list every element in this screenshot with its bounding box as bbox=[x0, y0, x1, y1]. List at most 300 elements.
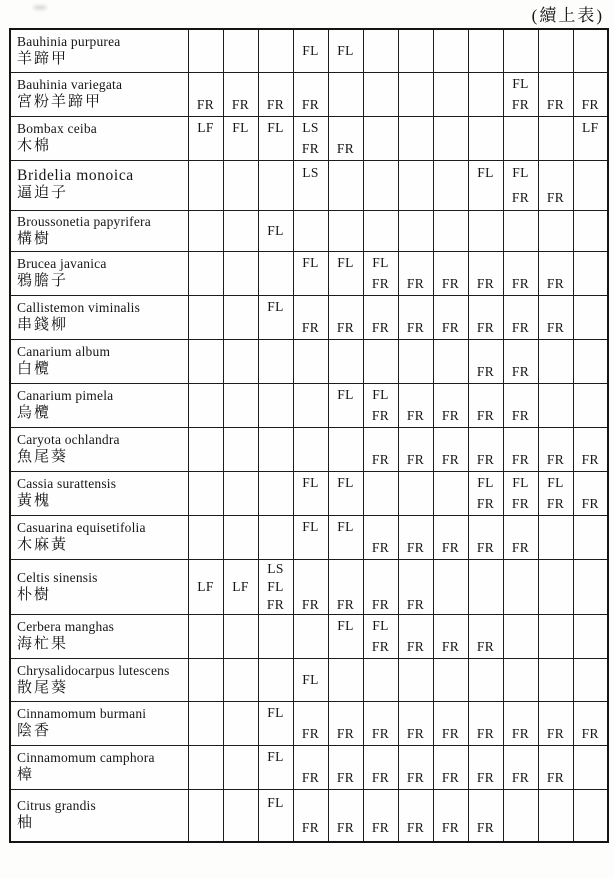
phenology-code: FL bbox=[477, 165, 494, 180]
species-chinese-name: 羊蹄甲 bbox=[17, 50, 69, 67]
month-cell-5 bbox=[328, 559, 363, 614]
phenology-code: FR bbox=[581, 97, 599, 112]
month-cell-12 bbox=[573, 210, 608, 251]
phenology-table bbox=[9, 28, 609, 843]
phenology-code: FR bbox=[336, 141, 355, 156]
phenology-code-empty bbox=[539, 790, 573, 842]
phenology-code: FR bbox=[301, 770, 320, 785]
phenology-code: FR bbox=[441, 408, 460, 423]
month-cell-7 bbox=[398, 72, 433, 116]
month-cell-10 bbox=[503, 383, 538, 427]
phenology-code-empty bbox=[399, 384, 433, 406]
phenology-code-empty bbox=[399, 702, 433, 724]
month-cell-7 bbox=[398, 251, 433, 295]
phenology-code-empty bbox=[189, 73, 223, 95]
phenology-code-empty bbox=[224, 428, 258, 471]
species-latin-name: Chrysalidocarpus lutescens bbox=[17, 662, 170, 678]
species-chinese-name: 朴樹 bbox=[17, 586, 52, 603]
phenology-table-body bbox=[10, 29, 608, 842]
phenology-code-empty bbox=[259, 615, 293, 658]
month-cell-6 bbox=[363, 614, 398, 658]
month-cell-8 bbox=[433, 29, 468, 72]
phenology-code-empty bbox=[329, 537, 363, 559]
phenology-code: FR bbox=[476, 364, 495, 379]
month-cell-4 bbox=[293, 658, 328, 701]
species-chinese-name: 木麻黃 bbox=[17, 537, 69, 553]
month-cell-12 bbox=[573, 383, 608, 427]
phenology-code-empty bbox=[469, 659, 503, 701]
table-row bbox=[10, 745, 608, 789]
phenology-code: FL bbox=[477, 474, 494, 490]
month-cell-5 bbox=[328, 251, 363, 295]
month-cell-2 bbox=[223, 160, 258, 210]
month-cell-6 bbox=[363, 29, 398, 72]
month-cell-4 bbox=[293, 701, 328, 745]
phenology-code-empty bbox=[504, 340, 538, 362]
month-cell-10 bbox=[503, 339, 538, 383]
phenology-code-empty bbox=[399, 161, 433, 210]
month-cell-2 bbox=[223, 29, 258, 72]
month-cell-6 bbox=[363, 658, 398, 701]
month-cell-6 bbox=[363, 701, 398, 745]
month-cell-10 bbox=[503, 559, 538, 614]
phenology-code-empty bbox=[539, 252, 573, 274]
phenology-code-empty bbox=[364, 702, 398, 724]
month-cell-6 bbox=[363, 789, 398, 842]
month-cell-1 bbox=[188, 559, 223, 614]
phenology-code-empty bbox=[294, 73, 328, 95]
phenology-code-empty bbox=[539, 30, 573, 72]
month-cell-1 bbox=[188, 658, 223, 701]
phenology-code-empty bbox=[434, 211, 468, 251]
species-latin-name: Casuarina equisetifolia bbox=[17, 520, 146, 535]
phenology-code-empty bbox=[364, 746, 398, 768]
month-cell-2 bbox=[223, 559, 258, 614]
phenology-code-empty bbox=[539, 161, 573, 186]
month-cell-11 bbox=[538, 658, 573, 701]
phenology-code-empty bbox=[364, 211, 398, 251]
phenology-code: FR bbox=[336, 770, 355, 785]
phenology-code-empty bbox=[574, 384, 608, 427]
month-cell-1 bbox=[188, 789, 223, 842]
phenology-code-empty bbox=[189, 252, 223, 295]
month-cell-9 bbox=[468, 515, 503, 559]
month-cell-1 bbox=[188, 614, 223, 658]
month-cell-10 bbox=[503, 29, 538, 72]
species-chinese-name: 逼迫子 bbox=[17, 185, 69, 201]
month-cell-1 bbox=[188, 701, 223, 745]
phenology-code: FL bbox=[267, 222, 284, 238]
month-cell-3 bbox=[258, 251, 293, 295]
month-cell-12 bbox=[573, 251, 608, 295]
phenology-code-empty bbox=[259, 472, 293, 515]
table-row bbox=[10, 383, 608, 427]
phenology-code: FR bbox=[406, 540, 425, 555]
phenology-code-empty bbox=[434, 252, 468, 274]
phenology-code-empty bbox=[399, 516, 433, 538]
month-cell-8 bbox=[433, 471, 468, 515]
phenology-code-empty bbox=[434, 560, 468, 614]
month-cell-4 bbox=[293, 614, 328, 658]
month-cell-6 bbox=[363, 383, 398, 427]
phenology-code: FR bbox=[511, 726, 530, 741]
species-chinese-name: 柚 bbox=[17, 815, 35, 832]
phenology-code-empty bbox=[399, 746, 433, 768]
month-cell-9 bbox=[468, 210, 503, 251]
phenology-code-empty bbox=[539, 516, 573, 559]
phenology-code-empty bbox=[574, 428, 608, 450]
phenology-code-empty bbox=[539, 560, 573, 614]
month-cell-8 bbox=[433, 383, 468, 427]
month-cell-2 bbox=[223, 658, 258, 701]
phenology-code: FL bbox=[337, 386, 354, 402]
month-cell-10 bbox=[503, 789, 538, 842]
month-cell-3 bbox=[258, 116, 293, 160]
phenology-code-empty bbox=[294, 702, 328, 724]
phenology-code-empty bbox=[434, 340, 468, 383]
phenology-code: FL bbox=[267, 578, 284, 594]
phenology-code-empty bbox=[504, 790, 538, 842]
month-cell-8 bbox=[433, 295, 468, 339]
phenology-code: FL bbox=[337, 43, 354, 58]
phenology-code-empty bbox=[189, 472, 223, 515]
month-cell-4 bbox=[293, 471, 328, 515]
month-cell-1 bbox=[188, 160, 223, 210]
phenology-code-empty bbox=[329, 578, 363, 596]
phenology-code: FR bbox=[546, 496, 565, 511]
phenology-code: FR bbox=[511, 770, 530, 785]
phenology-code: FR bbox=[581, 452, 599, 467]
phenology-code-empty bbox=[224, 340, 258, 383]
phenology-code-empty bbox=[294, 790, 328, 816]
phenology-code: FR bbox=[511, 276, 530, 291]
phenology-code: FR bbox=[581, 496, 599, 511]
phenology-code: FR bbox=[406, 726, 425, 741]
month-cell-9 bbox=[468, 295, 503, 339]
month-cell-4 bbox=[293, 339, 328, 383]
month-cell-1 bbox=[188, 339, 223, 383]
month-cell-10 bbox=[503, 72, 538, 116]
month-cell-11 bbox=[538, 789, 573, 842]
month-cell-9 bbox=[468, 658, 503, 701]
species-latin-name: Bauhinia purpurea bbox=[17, 33, 121, 49]
phenology-code: FR bbox=[581, 726, 599, 741]
month-cell-9 bbox=[468, 614, 503, 658]
month-cell-5 bbox=[328, 210, 363, 251]
species-chinese-name: 構樹 bbox=[17, 230, 52, 247]
month-cell-1 bbox=[188, 29, 223, 72]
phenology-code: FR bbox=[371, 408, 390, 423]
month-cell-4 bbox=[293, 515, 328, 559]
phenology-code-empty bbox=[574, 790, 608, 842]
month-cell-11 bbox=[538, 427, 573, 471]
month-cell-6 bbox=[363, 427, 398, 471]
phenology-code: FR bbox=[336, 596, 355, 612]
phenology-code-empty bbox=[364, 516, 398, 538]
species-cell bbox=[10, 515, 188, 559]
month-cell-12 bbox=[573, 658, 608, 701]
month-cell-3 bbox=[258, 614, 293, 658]
phenology-code: FL bbox=[267, 704, 284, 720]
phenology-code: FR bbox=[371, 770, 390, 785]
month-cell-5 bbox=[328, 515, 363, 559]
phenology-code-empty bbox=[329, 73, 363, 116]
month-cell-9 bbox=[468, 160, 503, 210]
month-cell-5 bbox=[328, 72, 363, 116]
month-cell-5 bbox=[328, 116, 363, 160]
month-cell-11 bbox=[538, 701, 573, 745]
table-row bbox=[10, 160, 608, 210]
month-cell-5 bbox=[328, 295, 363, 339]
phenology-code: LF bbox=[232, 578, 249, 594]
phenology-code-empty bbox=[329, 117, 363, 139]
phenology-code-empty bbox=[539, 746, 573, 768]
phenology-code-empty bbox=[259, 340, 293, 383]
phenology-code: FR bbox=[476, 540, 495, 555]
phenology-code-empty bbox=[469, 384, 503, 406]
phenology-code: FR bbox=[476, 276, 495, 291]
month-cell-12 bbox=[573, 471, 608, 515]
phenology-code-empty bbox=[224, 138, 258, 160]
species-cell bbox=[10, 701, 188, 745]
month-cell-2 bbox=[223, 427, 258, 471]
phenology-code-empty bbox=[294, 428, 328, 471]
phenology-code-empty bbox=[574, 516, 608, 559]
month-cell-2 bbox=[223, 295, 258, 339]
phenology-code-empty bbox=[539, 384, 573, 427]
phenology-code: FL bbox=[302, 518, 319, 534]
phenology-code: FR bbox=[336, 320, 355, 335]
phenology-code-empty bbox=[364, 30, 398, 72]
month-cell-2 bbox=[223, 339, 258, 383]
month-cell-3 bbox=[258, 427, 293, 471]
phenology-code: FR bbox=[406, 596, 425, 612]
phenology-code-empty bbox=[539, 702, 573, 724]
month-cell-4 bbox=[293, 559, 328, 614]
phenology-code-empty bbox=[469, 296, 503, 318]
month-cell-2 bbox=[223, 515, 258, 559]
phenology-code: FR bbox=[511, 189, 530, 205]
phenology-code-empty bbox=[469, 73, 503, 116]
phenology-code-empty bbox=[504, 615, 538, 658]
month-cell-10 bbox=[503, 658, 538, 701]
phenology-code-empty bbox=[294, 578, 328, 596]
species-cell bbox=[10, 614, 188, 658]
month-cell-7 bbox=[398, 116, 433, 160]
species-cell bbox=[10, 789, 188, 842]
phenology-code: FR bbox=[511, 540, 530, 555]
phenology-code-empty bbox=[224, 702, 258, 745]
month-cell-2 bbox=[223, 72, 258, 116]
phenology-code-empty bbox=[224, 790, 258, 842]
phenology-code-empty bbox=[574, 252, 608, 295]
month-cell-3 bbox=[258, 701, 293, 745]
month-cell-8 bbox=[433, 427, 468, 471]
phenology-code: FR bbox=[406, 770, 425, 785]
month-cell-2 bbox=[223, 383, 258, 427]
phenology-code: FL bbox=[337, 617, 354, 633]
phenology-code-empty bbox=[469, 560, 503, 614]
month-cell-1 bbox=[188, 427, 223, 471]
phenology-code: FL bbox=[337, 518, 354, 534]
phenology-code: FR bbox=[511, 97, 530, 112]
month-cell-5 bbox=[328, 339, 363, 383]
phenology-code-empty bbox=[294, 340, 328, 383]
month-cell-6 bbox=[363, 251, 398, 295]
month-cell-4 bbox=[293, 427, 328, 471]
phenology-code-empty bbox=[539, 615, 573, 658]
phenology-code-empty bbox=[469, 428, 503, 450]
month-cell-5 bbox=[328, 745, 363, 789]
month-cell-6 bbox=[363, 72, 398, 116]
phenology-code-empty bbox=[259, 428, 293, 471]
phenology-code-empty bbox=[294, 746, 328, 768]
continuation-note: (續上表) bbox=[531, 6, 604, 25]
month-cell-7 bbox=[398, 515, 433, 559]
month-cell-8 bbox=[433, 559, 468, 614]
month-cell-3 bbox=[258, 339, 293, 383]
month-cell-11 bbox=[538, 72, 573, 116]
species-cell bbox=[10, 658, 188, 701]
phenology-code-empty bbox=[364, 117, 398, 160]
phenology-code: FL bbox=[337, 254, 354, 270]
phenology-code-empty bbox=[224, 30, 258, 72]
phenology-code-empty bbox=[259, 252, 293, 295]
phenology-code-empty bbox=[434, 702, 468, 724]
month-cell-8 bbox=[433, 116, 468, 160]
month-cell-5 bbox=[328, 471, 363, 515]
month-cell-2 bbox=[223, 210, 258, 251]
phenology-code: FL bbox=[267, 794, 284, 810]
phenology-code-empty bbox=[504, 296, 538, 318]
month-cell-10 bbox=[503, 295, 538, 339]
phenology-code-empty bbox=[539, 117, 573, 160]
species-latin-name: Cinnamomum camphora bbox=[17, 750, 155, 765]
species-chinese-name: 鴉膽子 bbox=[17, 273, 69, 289]
phenology-code-empty bbox=[224, 596, 258, 614]
month-cell-11 bbox=[538, 116, 573, 160]
phenology-code-empty bbox=[364, 472, 398, 515]
month-cell-1 bbox=[188, 251, 223, 295]
table-row bbox=[10, 515, 608, 559]
month-cell-6 bbox=[363, 339, 398, 383]
phenology-code-empty bbox=[504, 659, 538, 701]
month-cell-12 bbox=[573, 29, 608, 72]
month-cell-2 bbox=[223, 116, 258, 160]
phenology-code-empty bbox=[399, 211, 433, 251]
month-cell-4 bbox=[293, 789, 328, 842]
phenology-code-empty bbox=[399, 340, 433, 383]
phenology-code-empty bbox=[399, 472, 433, 515]
phenology-code: FR bbox=[441, 320, 460, 335]
phenology-code: FR bbox=[546, 189, 565, 205]
phenology-code: FR bbox=[406, 320, 425, 335]
month-cell-9 bbox=[468, 116, 503, 160]
phenology-code-empty bbox=[259, 30, 293, 72]
phenology-code-empty bbox=[574, 472, 608, 494]
phenology-code: FR bbox=[476, 320, 495, 335]
month-cell-1 bbox=[188, 116, 223, 160]
month-cell-1 bbox=[188, 383, 223, 427]
phenology-code: FR bbox=[511, 364, 530, 379]
species-chinese-name: 黃槐 bbox=[17, 493, 52, 509]
species-chinese-name: 白欖 bbox=[17, 361, 52, 377]
month-cell-12 bbox=[573, 339, 608, 383]
table-row bbox=[10, 295, 608, 339]
month-cell-12 bbox=[573, 559, 608, 614]
phenology-code-empty bbox=[539, 296, 573, 318]
month-cell-11 bbox=[538, 339, 573, 383]
month-cell-9 bbox=[468, 559, 503, 614]
month-cell-8 bbox=[433, 160, 468, 210]
phenology-code-empty bbox=[434, 296, 468, 318]
phenology-code: FR bbox=[266, 97, 285, 112]
month-cell-7 bbox=[398, 789, 433, 842]
phenology-code-empty bbox=[469, 702, 503, 724]
month-cell-8 bbox=[433, 339, 468, 383]
month-cell-12 bbox=[573, 745, 608, 789]
table-row bbox=[10, 427, 608, 471]
month-cell-11 bbox=[538, 559, 573, 614]
phenology-code: LF bbox=[197, 119, 214, 135]
month-cell-9 bbox=[468, 745, 503, 789]
month-cell-9 bbox=[468, 339, 503, 383]
month-cell-6 bbox=[363, 745, 398, 789]
phenology-code: FR bbox=[371, 452, 390, 467]
phenology-code: FL bbox=[547, 474, 564, 490]
phenology-code: FR bbox=[476, 820, 495, 836]
phenology-code: FR bbox=[476, 726, 495, 741]
month-cell-1 bbox=[188, 72, 223, 116]
month-cell-10 bbox=[503, 701, 538, 745]
species-latin-name: Canarium album bbox=[17, 344, 111, 359]
month-cell-7 bbox=[398, 210, 433, 251]
month-cell-9 bbox=[468, 471, 503, 515]
phenology-code: FL bbox=[267, 298, 284, 314]
month-cell-12 bbox=[573, 789, 608, 842]
month-cell-7 bbox=[398, 658, 433, 701]
month-cell-11 bbox=[538, 210, 573, 251]
phenology-code-empty bbox=[259, 723, 293, 745]
month-cell-5 bbox=[328, 427, 363, 471]
phenology-code-empty bbox=[364, 428, 398, 450]
phenology-code-empty bbox=[539, 73, 573, 95]
month-cell-10 bbox=[503, 160, 538, 210]
month-cell-7 bbox=[398, 701, 433, 745]
phenology-code-empty bbox=[329, 296, 363, 318]
month-cell-4 bbox=[293, 251, 328, 295]
phenology-code-empty bbox=[504, 746, 538, 768]
phenology-code: FR bbox=[371, 820, 390, 836]
phenology-code: FR bbox=[546, 97, 565, 112]
phenology-code-empty bbox=[469, 615, 503, 637]
species-cell bbox=[10, 295, 188, 339]
phenology-code-empty bbox=[504, 560, 538, 614]
table-row bbox=[10, 614, 608, 658]
month-cell-5 bbox=[328, 160, 363, 210]
phenology-code-empty bbox=[224, 296, 258, 339]
month-cell-8 bbox=[433, 251, 468, 295]
phenology-code-empty bbox=[574, 211, 608, 251]
phenology-code: FR bbox=[371, 639, 390, 654]
phenology-code: FR bbox=[371, 276, 390, 291]
phenology-code: FR bbox=[511, 408, 530, 423]
phenology-code: FR bbox=[336, 726, 355, 741]
phenology-code-empty bbox=[259, 317, 293, 339]
phenology-code-empty bbox=[294, 211, 328, 251]
phenology-code-empty bbox=[469, 117, 503, 160]
phenology-code: FR bbox=[476, 496, 495, 511]
